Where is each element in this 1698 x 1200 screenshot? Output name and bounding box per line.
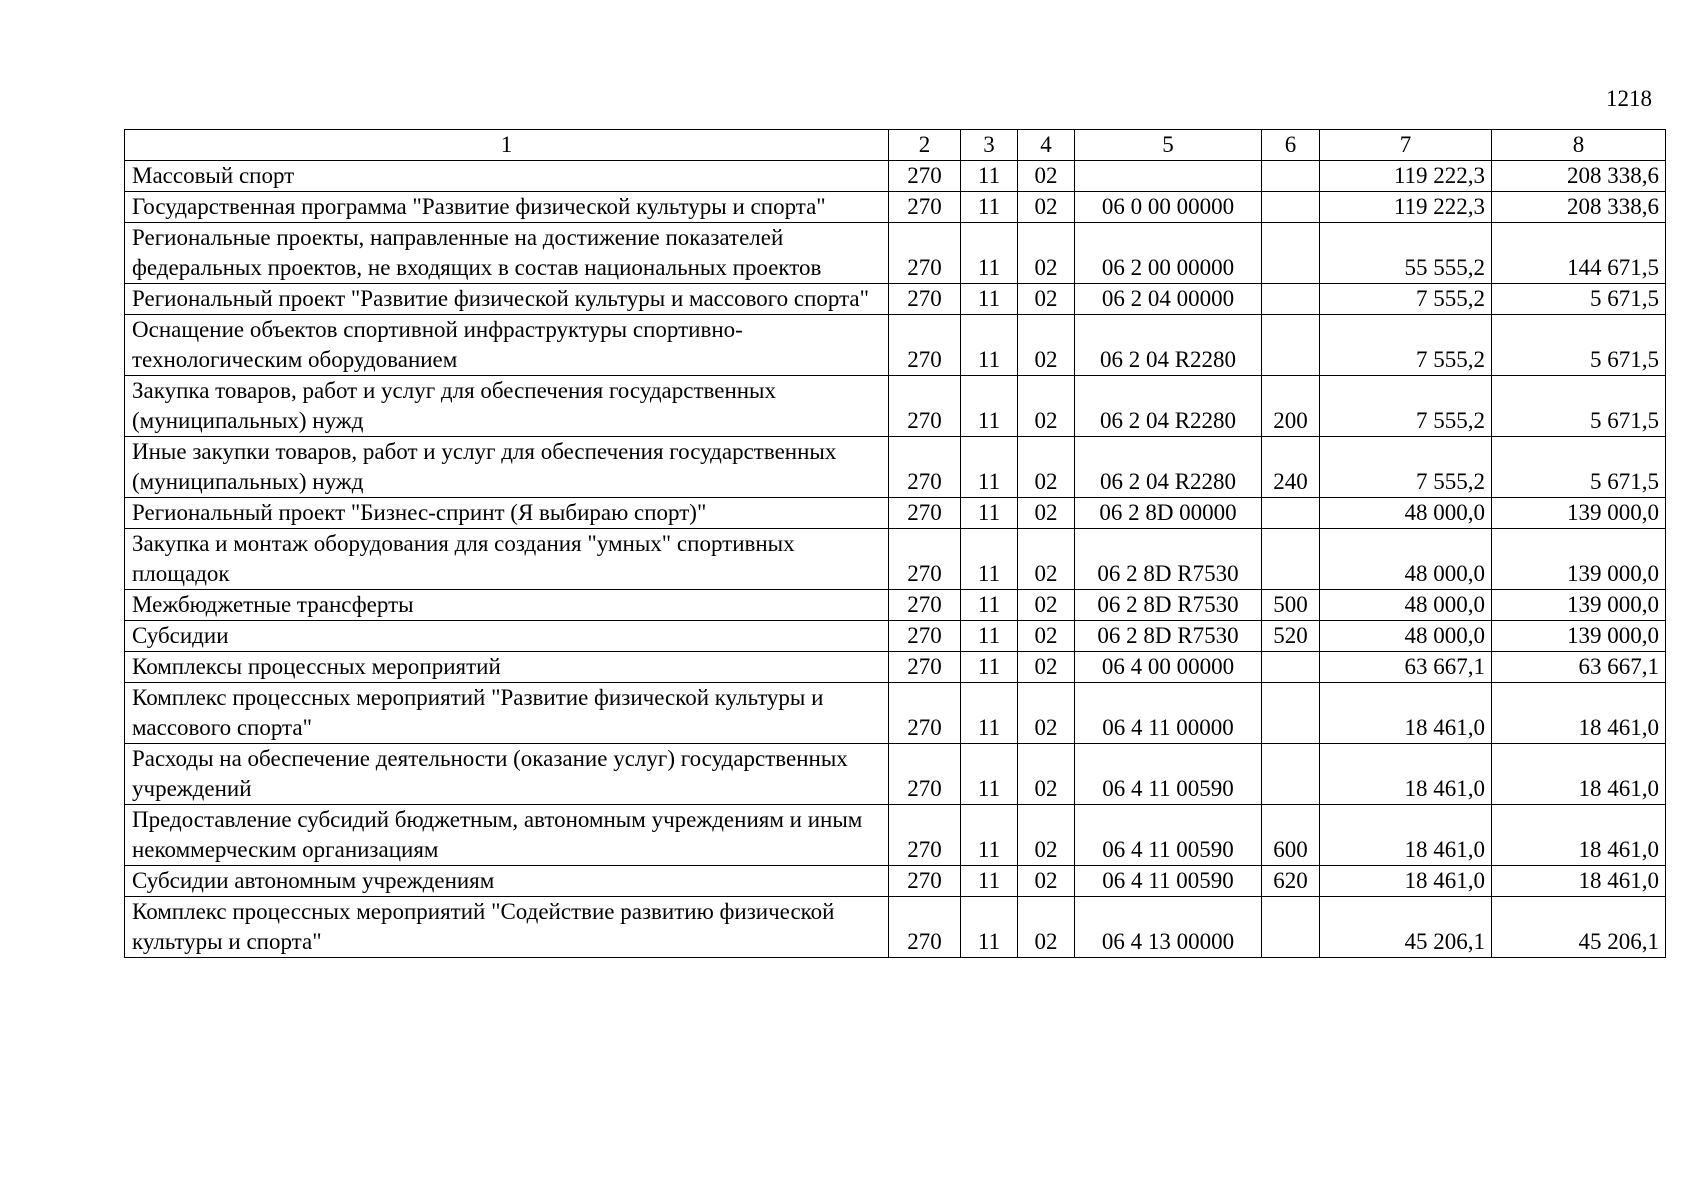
expense-type-cell <box>1262 652 1320 683</box>
amount-year2-cell: 18 461,0 <box>1492 683 1666 744</box>
row-name-cell: Иные закупки товаров, работ и услуг для обеспечения государственных (муниципальных) нужд <box>125 437 889 498</box>
target-article-cell: 06 4 11 00590 <box>1075 866 1262 897</box>
table-row <box>125 223 1666 284</box>
target-article-cell: 06 4 11 00000 <box>1075 683 1262 744</box>
amount-year2-cell: 208 338,6 <box>1492 161 1666 192</box>
admin-code-cell: 270 <box>889 866 961 897</box>
amount-year1-cell: 48 000,0 <box>1320 590 1492 621</box>
amount-year1-cell: 18 461,0 <box>1320 805 1492 866</box>
expense-type-cell: 500 <box>1262 590 1320 621</box>
table-row <box>125 529 1666 590</box>
admin-code-cell: 270 <box>889 590 961 621</box>
amount-year2-cell: 5 671,5 <box>1492 376 1666 437</box>
row-name-cell: Межбюджетные трансферты <box>125 590 889 621</box>
table-row <box>125 652 1666 683</box>
amount-year2-cell: 144 671,5 <box>1492 223 1666 284</box>
expense-type-cell <box>1262 744 1320 805</box>
target-article-cell: 06 4 13 00000 <box>1075 897 1262 958</box>
subsection-cell: 02 <box>1018 805 1075 866</box>
admin-code-cell: 270 <box>889 315 961 376</box>
column-header: 1 <box>125 130 889 161</box>
target-article-cell: 06 2 04 00000 <box>1075 284 1262 315</box>
table-row <box>125 315 1666 376</box>
subsection-cell: 02 <box>1018 529 1075 590</box>
amount-year2-cell: 208 338,6 <box>1492 192 1666 223</box>
amount-year2-cell: 5 671,5 <box>1492 315 1666 376</box>
amount-year1-cell: 7 555,2 <box>1320 284 1492 315</box>
table-row <box>125 683 1666 744</box>
amount-year1-cell: 18 461,0 <box>1320 866 1492 897</box>
admin-code-cell: 270 <box>889 897 961 958</box>
expense-type-cell <box>1262 498 1320 529</box>
amount-year1-cell: 7 555,2 <box>1320 376 1492 437</box>
amount-year2-cell: 139 000,0 <box>1492 621 1666 652</box>
amount-year2-cell: 139 000,0 <box>1492 498 1666 529</box>
row-name-cell: Государственная программа "Развитие физической культуры и спорта" <box>125 192 889 223</box>
section-cell: 11 <box>961 315 1018 376</box>
row-name-cell: Субсидии <box>125 621 889 652</box>
admin-code-cell: 270 <box>889 223 961 284</box>
subsection-cell: 02 <box>1018 621 1075 652</box>
admin-code-cell: 270 <box>889 376 961 437</box>
section-cell: 11 <box>961 897 1018 958</box>
admin-code-cell: 270 <box>889 192 961 223</box>
page-number: 1218 <box>1606 86 1652 111</box>
section-cell: 11 <box>961 192 1018 223</box>
expense-type-cell: 620 <box>1262 866 1320 897</box>
section-cell: 11 <box>961 590 1018 621</box>
amount-year1-cell: 45 206,1 <box>1320 897 1492 958</box>
target-article-cell: 06 2 04 R2280 <box>1075 376 1262 437</box>
expense-type-cell: 520 <box>1262 621 1320 652</box>
table-row <box>125 161 1666 192</box>
amount-year1-cell: 48 000,0 <box>1320 529 1492 590</box>
row-name-cell: Закупка и монтаж оборудования для создания "умных" спортивных площадок <box>125 529 889 590</box>
amount-year2-cell: 63 667,1 <box>1492 652 1666 683</box>
table-row <box>125 590 1666 621</box>
subsection-cell: 02 <box>1018 897 1075 958</box>
subsection-cell: 02 <box>1018 315 1075 376</box>
amount-year2-cell: 139 000,0 <box>1492 590 1666 621</box>
row-name-cell: Предоставление субсидий бюджетным, автономным учреждениям и иным некоммерческим организациям <box>125 805 889 866</box>
amount-year1-cell: 63 667,1 <box>1320 652 1492 683</box>
subsection-cell: 02 <box>1018 192 1075 223</box>
amount-year2-cell: 5 671,5 <box>1492 437 1666 498</box>
row-name-cell: Расходы на обеспечение деятельности (оказание услуг) государственных учреждений <box>125 744 889 805</box>
amount-year1-cell: 48 000,0 <box>1320 621 1492 652</box>
subsection-cell: 02 <box>1018 866 1075 897</box>
admin-code-cell: 270 <box>889 529 961 590</box>
expense-type-cell <box>1262 192 1320 223</box>
target-article-cell: 06 2 8D 00000 <box>1075 498 1262 529</box>
target-article-cell: 06 2 8D R7530 <box>1075 529 1262 590</box>
table-row <box>125 897 1666 958</box>
budget-table <box>124 129 1666 958</box>
amount-year1-cell: 18 461,0 <box>1320 683 1492 744</box>
target-article-cell: 06 2 04 R2280 <box>1075 315 1262 376</box>
table-row <box>125 498 1666 529</box>
section-cell: 11 <box>961 866 1018 897</box>
table-row <box>125 621 1666 652</box>
subsection-cell: 02 <box>1018 744 1075 805</box>
amount-year1-cell: 18 461,0 <box>1320 744 1492 805</box>
amount-year2-cell: 18 461,0 <box>1492 744 1666 805</box>
target-article-cell: 06 4 11 00590 <box>1075 744 1262 805</box>
admin-code-cell: 270 <box>889 284 961 315</box>
amount-year2-cell: 18 461,0 <box>1492 866 1666 897</box>
amount-year2-cell: 18 461,0 <box>1492 805 1666 866</box>
column-number-row <box>125 130 1666 161</box>
row-name-cell: Региональный проект "Бизнес-спринт (Я выбираю спорт)" <box>125 498 889 529</box>
row-name-cell: Комплексы процессных мероприятий <box>125 652 889 683</box>
expense-type-cell <box>1262 683 1320 744</box>
section-cell: 11 <box>961 284 1018 315</box>
column-header: 6 <box>1262 130 1320 161</box>
column-header: 4 <box>1018 130 1075 161</box>
table-row <box>125 284 1666 315</box>
expense-type-cell: 600 <box>1262 805 1320 866</box>
expense-type-cell: 200 <box>1262 376 1320 437</box>
amount-year1-cell: 48 000,0 <box>1320 498 1492 529</box>
target-article-cell: 06 2 8D R7530 <box>1075 590 1262 621</box>
amount-year1-cell: 55 555,2 <box>1320 223 1492 284</box>
subsection-cell: 02 <box>1018 683 1075 744</box>
column-header: 2 <box>889 130 961 161</box>
admin-code-cell: 270 <box>889 161 961 192</box>
amount-year2-cell: 139 000,0 <box>1492 529 1666 590</box>
section-cell: 11 <box>961 652 1018 683</box>
expense-type-cell <box>1262 897 1320 958</box>
admin-code-cell: 270 <box>889 744 961 805</box>
subsection-cell: 02 <box>1018 437 1075 498</box>
section-cell: 11 <box>961 744 1018 805</box>
expense-type-cell <box>1262 315 1320 376</box>
table-body <box>125 161 1666 958</box>
target-article-cell: 06 2 04 R2280 <box>1075 437 1262 498</box>
expense-type-cell: 240 <box>1262 437 1320 498</box>
amount-year2-cell: 5 671,5 <box>1492 284 1666 315</box>
row-name-cell: Региональные проекты, направленные на достижение показателей федеральных проектов, не входящих в состав национальных проектов <box>125 223 889 284</box>
expense-type-cell <box>1262 284 1320 315</box>
subsection-cell: 02 <box>1018 498 1075 529</box>
section-cell: 11 <box>961 437 1018 498</box>
expense-type-cell <box>1262 161 1320 192</box>
section-cell: 11 <box>961 498 1018 529</box>
admin-code-cell: 270 <box>889 437 961 498</box>
amount-year1-cell: 119 222,3 <box>1320 192 1492 223</box>
section-cell: 11 <box>961 683 1018 744</box>
section-cell: 11 <box>961 376 1018 437</box>
amount-year2-cell: 45 206,1 <box>1492 897 1666 958</box>
column-header: 7 <box>1320 130 1492 161</box>
subsection-cell: 02 <box>1018 652 1075 683</box>
subsection-cell: 02 <box>1018 161 1075 192</box>
admin-code-cell: 270 <box>889 652 961 683</box>
row-name-cell: Региональный проект "Развитие физической культуры и массового спорта" <box>125 284 889 315</box>
column-header: 3 <box>961 130 1018 161</box>
subsection-cell: 02 <box>1018 590 1075 621</box>
section-cell: 11 <box>961 805 1018 866</box>
amount-year1-cell: 7 555,2 <box>1320 437 1492 498</box>
row-name-cell: Массовый спорт <box>125 161 889 192</box>
table-row <box>125 744 1666 805</box>
admin-code-cell: 270 <box>889 621 961 652</box>
amount-year1-cell: 119 222,3 <box>1320 161 1492 192</box>
section-cell: 11 <box>961 621 1018 652</box>
column-header: 5 <box>1075 130 1262 161</box>
expense-type-cell <box>1262 223 1320 284</box>
table-row <box>125 866 1666 897</box>
admin-code-cell: 270 <box>889 683 961 744</box>
target-article-cell: 06 2 8D R7530 <box>1075 621 1262 652</box>
table-row <box>125 437 1666 498</box>
row-name-cell: Субсидии автономным учреждениям <box>125 866 889 897</box>
admin-code-cell: 270 <box>889 498 961 529</box>
subsection-cell: 02 <box>1018 223 1075 284</box>
target-article-cell: 06 0 00 00000 <box>1075 192 1262 223</box>
target-article-cell: 06 4 00 00000 <box>1075 652 1262 683</box>
target-article-cell <box>1075 161 1262 192</box>
row-name-cell: Закупка товаров, работ и услуг для обеспечения государственных (муниципальных) нужд <box>125 376 889 437</box>
section-cell: 11 <box>961 223 1018 284</box>
table-row <box>125 192 1666 223</box>
row-name-cell: Комплекс процессных мероприятий "Содействие развитию физической культуры и спорта" <box>125 897 889 958</box>
expense-type-cell <box>1262 529 1320 590</box>
admin-code-cell: 270 <box>889 805 961 866</box>
subsection-cell: 02 <box>1018 376 1075 437</box>
target-article-cell: 06 2 00 00000 <box>1075 223 1262 284</box>
table-row <box>125 376 1666 437</box>
section-cell: 11 <box>961 161 1018 192</box>
section-cell: 11 <box>961 529 1018 590</box>
subsection-cell: 02 <box>1018 284 1075 315</box>
column-header: 8 <box>1492 130 1666 161</box>
amount-year1-cell: 7 555,2 <box>1320 315 1492 376</box>
target-article-cell: 06 4 11 00590 <box>1075 805 1262 866</box>
row-name-cell: Оснащение объектов спортивной инфраструктуры спортивно-технологическим оборудованием <box>125 315 889 376</box>
table-row <box>125 805 1666 866</box>
row-name-cell: Комплекс процессных мероприятий "Развитие физической культуры и массового спорта" <box>125 683 889 744</box>
